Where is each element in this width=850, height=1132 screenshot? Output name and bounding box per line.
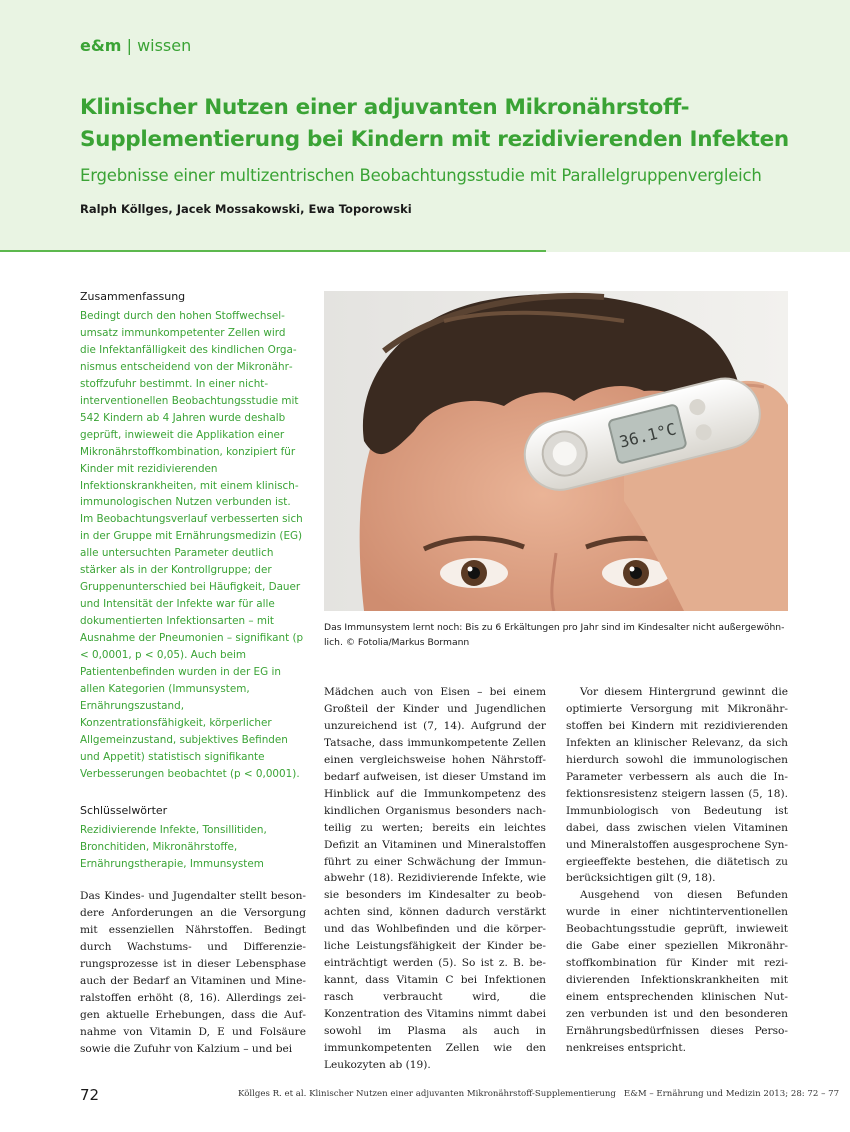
- article-authors: Ralph Köllges, Jacek Mossakowski, Ewa Toporowski: [80, 202, 412, 216]
- journal-brand: e&m: [80, 36, 122, 55]
- keywords-heading: Schlüsselwörter: [80, 804, 168, 817]
- body-column-1: Das Kindes- und Jugendalter stellt besondere Anforderungen an die Versorgung mit essenziellen Nährstoffen. Bedingt durch Wachstums- und Differenzierungsprozesse ist in dieser Lebensphase auch der Bedarf an Vitaminen und Mineralstoffen erhöht (8, 16). Allerdings zeigen aktuelle Erhebungen, dass die Aufnahme von Vitamin D, E und Folsäure sowie die Zufuhr von Kalzium – und bei: [80, 890, 306, 1055]
- figure-caption: Das Immunsystem lernt noch: Bis zu 6 Erkältungen pro Jahr sind im Kindesalter nicht außergewöhnlich. © Fotolia/Markus Bormann: [324, 622, 785, 648]
- body-column-3-paragraph-2: Ausgehend von diesen Befunden wurde in einer nichtinterventionellen Beobachtungsstudie geprüft, inwieweit die Gabe einer speziellen Mikronährstoffkombination für Kinder mit rezidivierenden Infektionskrankheiten mit einem entsprechenden klinischen Nutzen verbunden ist und den besonderen Ernährungsbedürfnissen dieses Personenkreises entspricht.: [566, 889, 788, 1055]
- body-column-2: Mädchen auch von Eisen – bei einem Großteil der Kinder und Jugendlichen unzureichend ist (7, 14). Aufgrund der Tatsache, dass immunkompetente Zellen einen vergleichsweise hohen Nährstoffbedarf aufweisen, ist dieser Umstand im Hinblick auf die Immunkompetenz des kindlichen Organismus besonders nachteilig zu werten; bereits ein leichtes Defizit an Vitaminen und Mineralstoffen führt zu einer Schwächung der Immunabwehr (18). Rezidivierende Infekte, wie sie besonders im Kindesalter zu beobachten sind, können dadurch verstärkt und das Wohlbefinden und die körperliche Leistungsfähigkeit der Kinder beeinträchtigt werden (5). So ist z. B. bekannt, dass Vitamin C bei Infektionen rasch verbraucht wird, die Konzentration des Vitamins nimmt dabei sowohl im Plasma als auch in immunkompetenten Zellen wie den Leukozyten ab (19).: [324, 686, 546, 1071]
- thermometer-display: 36.1°C: [617, 419, 679, 452]
- header-rule: [0, 250, 546, 252]
- keywords-text: Rezidivierende Infekte, Tonsillitiden, Bronchitiden, Mikronährstoffe, Ernährungstherapie, Immunsystem: [80, 824, 267, 870]
- article-subtitle: Ergebnisse einer multizentrischen Beobachtungsstudie mit Parallelgruppenvergleich: [80, 166, 762, 185]
- journal-section: wissen: [137, 36, 192, 55]
- journal-section-tag: [80, 36, 191, 55]
- article-title: [80, 92, 800, 156]
- tag-separator: |: [126, 36, 138, 55]
- page-number: 72: [80, 1086, 100, 1104]
- figure-photo-child-thermometer: [324, 291, 788, 611]
- photo-illustration: [324, 291, 788, 611]
- footer-journal-ref: E&M – Ernährung und Medizin 2013; 28: 72 – 77: [623, 1089, 840, 1099]
- footer-citation: [238, 1089, 840, 1099]
- body-column-3: [566, 684, 788, 1057]
- article-title-line-2: Supplementierung bei Kindern mit rezidivierenden Infekten: [80, 127, 789, 152]
- footer-article-citation: Köllges R. et al. Klinischer Nutzen einer adjuvanten Mikronährstoff-Supplementierung: [238, 1089, 616, 1099]
- body-column-3-paragraph-1: Vor diesem Hintergrund gewinnt die optimierte Versorgung mit Mikronährstoffen bei Kindern mit rezidivierenden Infekten an klinischer Relevanz, da sich hierdurch sowohl die immunologischen Parameter verbessern als auch die Infektionsresistenz steigern lassen (5, 18). Immunbiologisch von Bedeutung ist dabei, dass zwischen vielen Vitaminen und Mineralstoffen ausgesprochene Synergieeffekte bestehen, die diätetisch zu berücksichtigen gilt (9, 18).: [566, 686, 788, 885]
- article-title-line-1: Klinischer Nutzen einer adjuvanten Mikronährstoff-: [80, 95, 690, 120]
- abstract-heading: Zusammenfassung: [80, 290, 186, 303]
- abstract-text: Bedingt durch den hohen Stoffwechselumsatz immunkompetenter Zellen wird die Infektanfälligkeit des kindlichen Organismus entscheidend von der Mikronährstoffzufuhr bestimmt. In einer nicht-interventionellen Beobachtungsstudie mit 542 Kindern ab 4 Jahren wurde deshalb geprüft, inwieweit die Applikation einer Mikronährstoffkombination, konzipiert für Kinder mit rezidivierenden Infektionskrankheiten, mit einem klinisch-immunologischen Nutzen verbunden ist. Im Beobachtungsverlauf verbesserten sich in der Gruppe mit Ernährungsmedizin (EG) alle untersuchten Parameter deutlich stärker als in der Kontrollgruppe; der Gruppenunterschied bei Häufigkeit, Dauer und Intensität der Infekte war für alle dokumentierten Infektionsarten – mit Ausnahme der Pneumonien – signifikant (p < 0,0001, p < 0,05). Auch beim Patientenbefinden wurden in der EG in allen Kategorien (Immunsystem, Ernährungszustand, Konzentrationsfähigkeit, körperlicher Allgemeinzustand, subjektives Befinden und Appetit) statistisch signifikante Verbesserungen beobachtet (p < 0,0001).: [80, 310, 304, 780]
